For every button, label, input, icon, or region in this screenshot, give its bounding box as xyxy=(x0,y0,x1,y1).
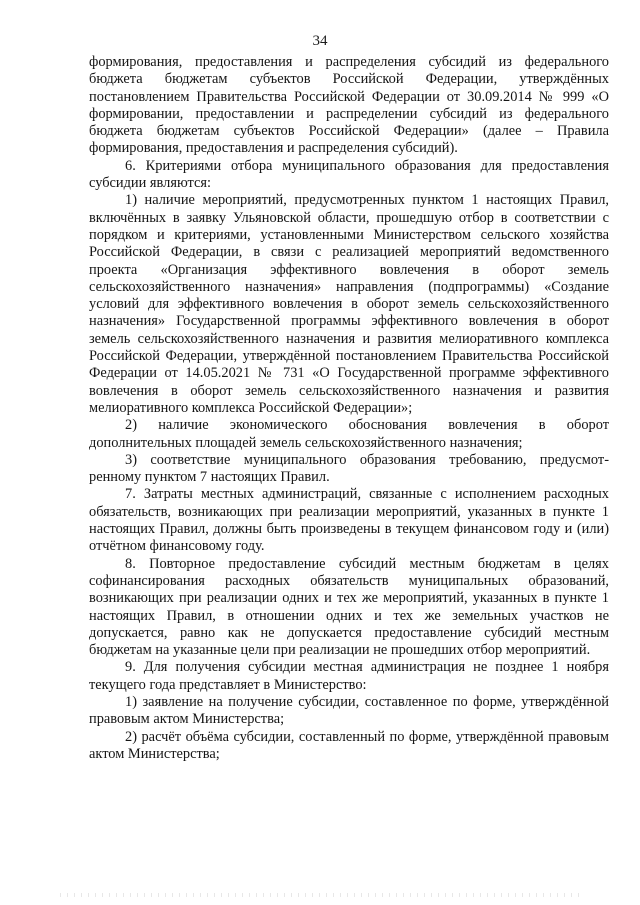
document-body xyxy=(89,54,609,763)
paragraph-document-2: 2) расчёт объёма субсидии, составленный по форме, утверждённой правовым актом Министерства; xyxy=(89,728,609,762)
paragraph-criterion-3: 3) соответствие муниципального образования требованию, предусмот-ренному пунктом 7 настоящих Правил. xyxy=(89,451,609,486)
scan-noise xyxy=(60,893,580,897)
paragraph-criterion-1: 1) наличие мероприятий, предусмотренных пунктом 1 настоящих Правил, включённых в заявку Ульяновской области, прошедшую отбор в соответствии с порядком и критериями, установленными Министерством сельского хозяйства Российской Федерации, в связи с реализацией мероприятий ведомственного проекта «Организация эффективного вовлечения в оборот земель сельскохозяйственного назначения» направления (подпрограммы) «Создание условий для эффективного вовлечения в оборот земель сельскохозяйственного назначения» Государственной программы эффективного вовлечения в оборот земель сельскохозяйственного назначения и развития мелиоративного комплекса Российской Федерации, утверждённой постановлением Правительства Российской Федерации от 14.05.2021 № 731 «О Государственной программе эффективного вовлечения в оборот земель сельскохозяйственного назначения и развития мелиоративного комплекса Российской Федерации»; xyxy=(89,192,609,416)
paragraph-item-7: 7. Затраты местных администраций, связанные с исполнением расходных обязательств, возникающих при реализации мероприятий, указанных в пункте 1 настоящих Правил, должны быть произведены в текущем финансовом году и (или) отчётном финансовому году. xyxy=(89,486,609,555)
paragraph-continuation: формирования, предоставления и распределения субсидий из федерального бюджета бюджетам субъектов Российской Федерации, утверждённых постановлением Правительства Российской Федерации от 30.09.2014 № 999 «О формировании, предоставлении и распределении субсидий из федерального бюджета бюджетам субъектов Российской Федерации» (далее – Правила формирования, предоставления и распределения субсидий). xyxy=(89,54,609,157)
paragraph-item-9: 9. Для получения субсидии местная администрация не позднее 1 ноября текущего года представляет в Министерство: xyxy=(89,659,609,693)
page-number: 34 xyxy=(312,33,328,49)
paragraph-item-8: 8. Повторное предоставление субсидий местным бюджетам в целях софинансирования расходных обязательств муниципальных образований, возникающих при реализации одних и тех же мероприятий, указанных в пункте 1 настоящих Правил, в отношении одних и тех же земельных участков не допускается, равно как не допускается предоставление субсидий местным бюджетам на указанные цели при реализации не прошедших отбор мероприятий. xyxy=(89,555,609,659)
paragraph-criterion-2: 2) наличие экономического обоснования вовлечения в оборот дополнительных площадей земель сельскохозяйственного назначения; xyxy=(89,417,609,451)
paragraph-document-1: 1) заявление на получение субсидии, составленное по форме, утверждённой правовым актом Министерства; xyxy=(89,693,609,728)
paragraph-item-6: 6. Критериями отбора муниципального образования для предоставления субсидии являются: xyxy=(89,157,609,192)
